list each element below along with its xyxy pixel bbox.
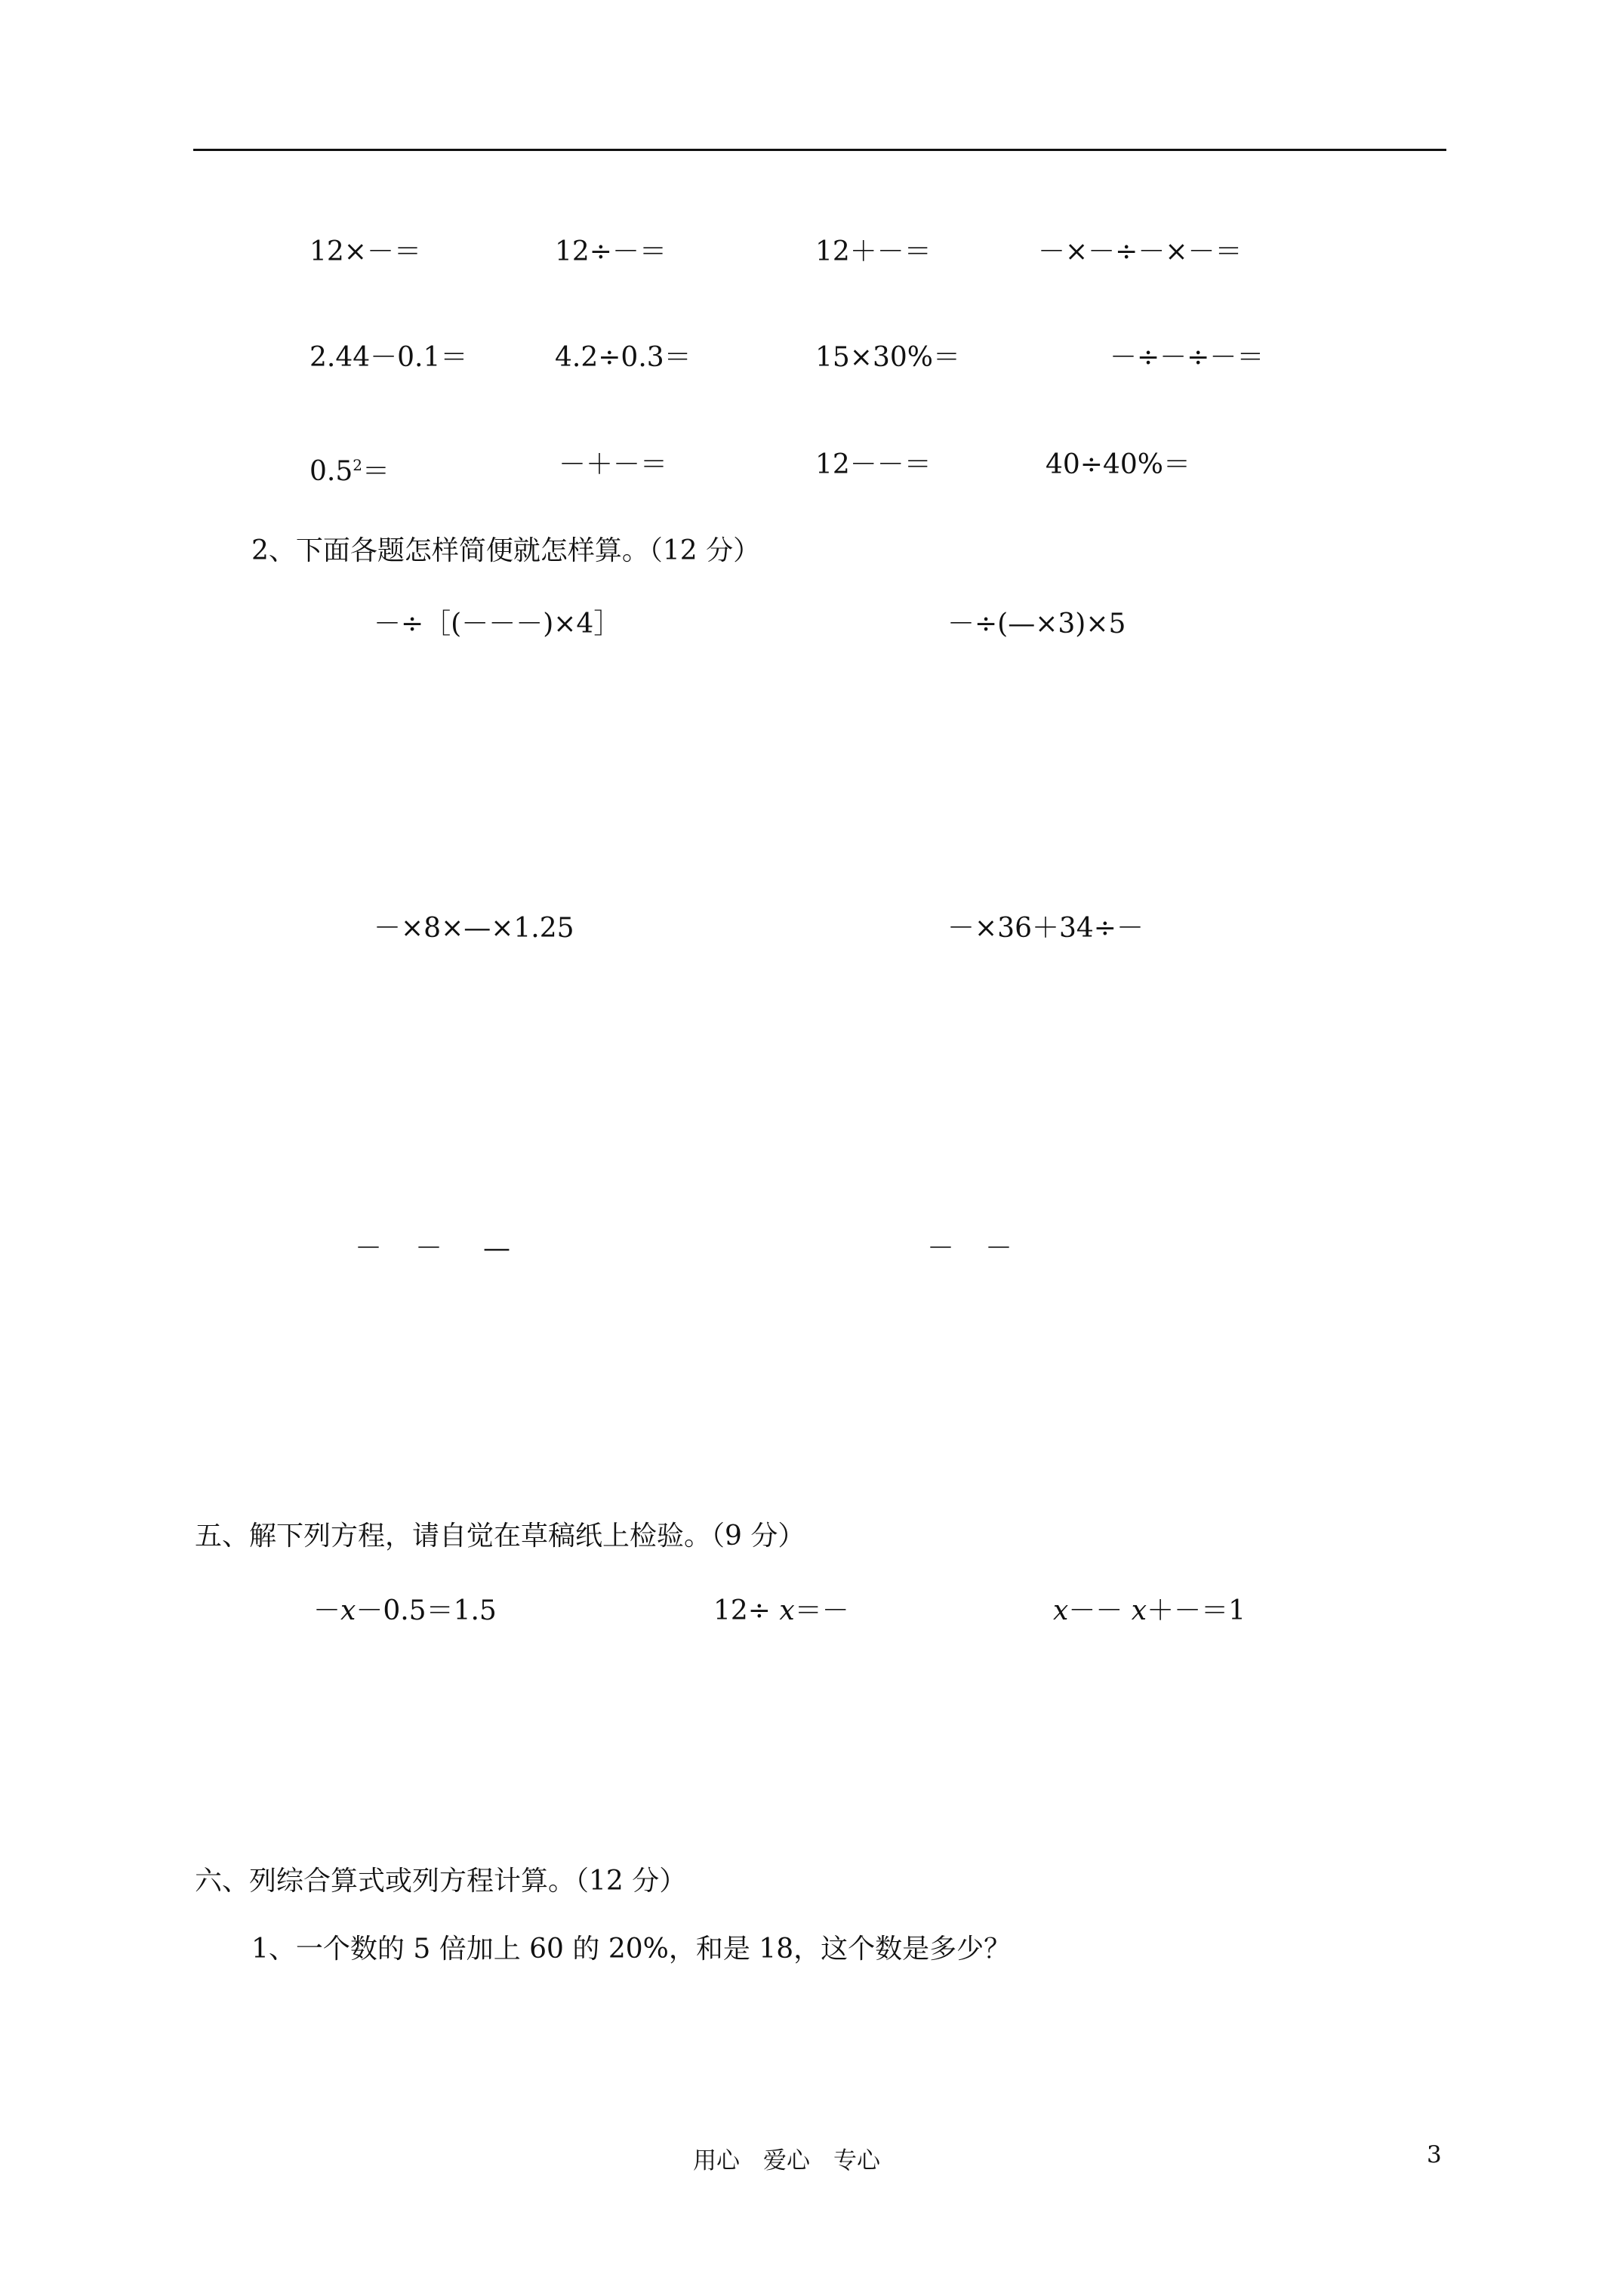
q2-problem-4: －×36＋34÷－	[947, 913, 1144, 944]
calc-r3c3: 12－－＝	[815, 449, 932, 480]
eq1-var: x	[340, 1595, 356, 1626]
calc-r1c1: 12×－＝	[310, 236, 421, 267]
calc-r2c2: 4.2÷0.3＝	[555, 342, 691, 373]
eq3-post: ＋－＝1	[1147, 1595, 1246, 1626]
equation-2	[713, 1595, 849, 1628]
eq3-mid: －－	[1068, 1595, 1132, 1626]
footer-slogan: 用心 爱心 专心	[693, 2147, 880, 2174]
eq2-pre: 12÷	[713, 1595, 780, 1626]
calc-r1c2: 12÷－＝	[555, 236, 667, 267]
calc-r3c1	[310, 448, 390, 488]
stray-dash-right-1: －	[927, 1233, 955, 1264]
eq2-post: ＝－	[794, 1595, 849, 1626]
calc-r3c1-tail: ＝	[362, 456, 390, 487]
stray-dash-left-3: —	[483, 1233, 510, 1264]
calc-r2c3: 15×30%＝	[815, 342, 960, 373]
page-number: 3	[1427, 2141, 1442, 2168]
q2-problem-2: －÷(—×3)×5	[947, 609, 1126, 639]
calc-r2c4: －÷－÷－＝	[1110, 342, 1264, 373]
eq1-pre: －	[313, 1595, 341, 1626]
header-rule	[193, 149, 1446, 151]
calc-r1c3: 12＋－＝	[815, 236, 932, 267]
q2-problem-1: －÷［(－－－)×4］	[374, 609, 621, 639]
eq1-post: －0.5＝1.5	[356, 1595, 497, 1626]
section6-title: 六、列综合算式或列方程计算。（12 分）	[195, 1866, 687, 1897]
equation-3	[1053, 1595, 1246, 1628]
calc-r3c4: 40÷40%＝	[1046, 449, 1190, 480]
calc-r2c1: 2.44－0.1＝	[310, 342, 468, 373]
stray-dash-left-1: －	[355, 1233, 383, 1264]
calc-r3c2: －＋－＝	[559, 449, 668, 480]
stray-dash-right-2: －	[985, 1233, 1013, 1264]
equation-1	[313, 1595, 497, 1628]
calc-r3c1-base: 0.5	[310, 456, 353, 487]
section6-question-1: 1、一个数的 5 倍加上 60 的 20%，和是 18，这个数是多少？	[251, 1934, 1012, 1965]
q2-title: 2、下面各题怎样简便就怎样算。（12 分）	[251, 535, 761, 566]
section5-title: 五、解下列方程，请自觉在草稿纸上检验。（9 分）	[195, 1521, 805, 1552]
q2-problem-3: －×8×—×1.25	[374, 913, 574, 944]
calc-r3c1-sup: 2	[353, 456, 362, 474]
eq2-var: x	[779, 1595, 795, 1626]
stray-dash-left-2: －	[415, 1233, 443, 1264]
calc-r1c4: －×－÷－×－＝	[1038, 236, 1243, 267]
eq3-var2: x	[1131, 1595, 1147, 1626]
eq3-var1: x	[1053, 1595, 1069, 1626]
